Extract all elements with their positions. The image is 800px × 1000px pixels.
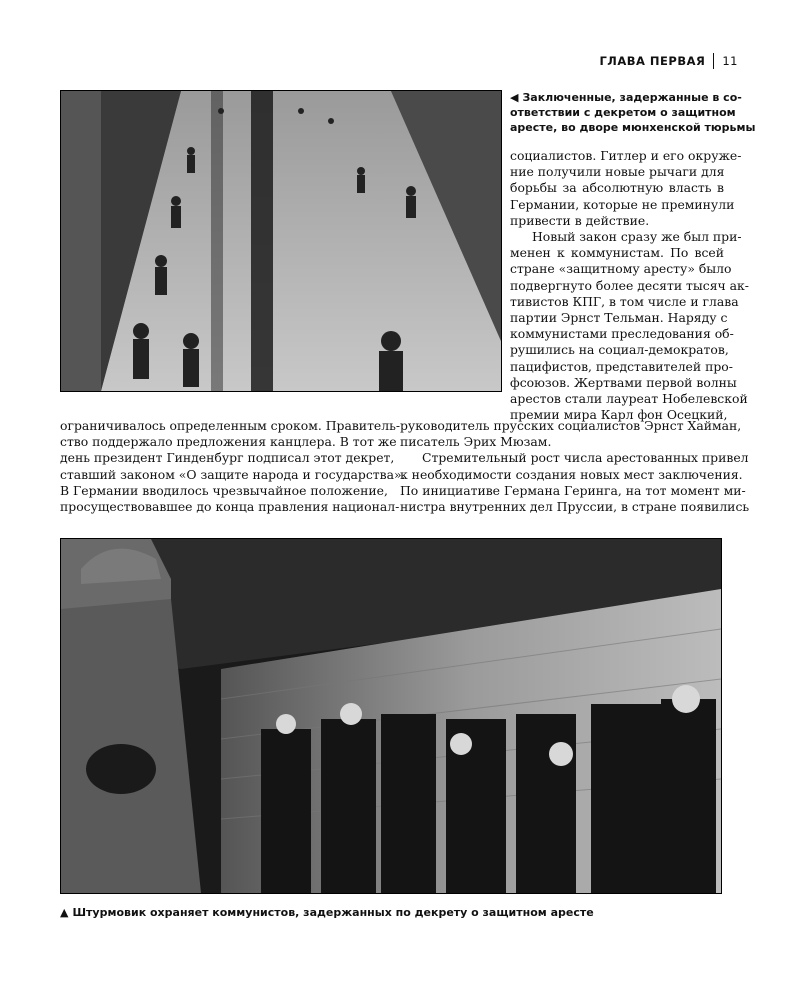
text-line: менен к коммунистам. По всей bbox=[510, 245, 724, 261]
text-line: привести в действие. bbox=[510, 212, 650, 228]
text-line: Стремительный рост числа арестованных привел bbox=[422, 450, 749, 466]
running-header bbox=[599, 53, 738, 69]
text-line: рушились на социал-демократов, bbox=[510, 342, 729, 358]
text-line: борьбы за абсолютную власть в bbox=[510, 180, 724, 196]
right-column-text bbox=[510, 148, 749, 423]
text-line: к необходимости создания новых мест заключения. bbox=[400, 466, 743, 482]
text-line: нистра внутренних дел Пруссии, в стране появились bbox=[400, 499, 750, 515]
text-line: писатель Эрих Мюзам. bbox=[400, 434, 552, 450]
text-line: ставший законом «О защите народа и государства». bbox=[60, 466, 406, 482]
text-line: коммунистами преследования об- bbox=[510, 326, 734, 342]
right-bottom-column-text bbox=[400, 418, 750, 515]
caption-arrow-left-icon: ◀ bbox=[510, 91, 519, 104]
text-line: тивистов КПГ, в том числе и глава bbox=[510, 293, 739, 309]
text-line: пацифистов, представителей про- bbox=[510, 358, 733, 374]
text-line: премии мира Карл фон Осецкий, bbox=[510, 407, 728, 423]
text-line: фсоюзов. Жертвами первой волны bbox=[510, 374, 737, 390]
text-line: По инициативе Германа Геринга, на тот момент ми- bbox=[400, 482, 746, 498]
text-line: ство поддержало предложения канцлера. В тот же bbox=[60, 434, 397, 450]
chapter-title: ГЛАВА ПЕРВАЯ bbox=[599, 54, 706, 68]
text-line: день президент Гинденбург подписал этот декрет, bbox=[60, 450, 395, 466]
page-number: 11 bbox=[722, 54, 738, 68]
text-line: Новый закон сразу же был при- bbox=[532, 229, 742, 245]
text-line: стране «защитному аресту» было bbox=[510, 261, 732, 277]
header-divider bbox=[713, 53, 714, 69]
text-line: ограничивалось определенным сроком. Правитель- bbox=[60, 418, 401, 433]
text-line: Германии, которые не преминули bbox=[510, 196, 735, 212]
text-line: В Германии вводилось чрезвычайное положение, bbox=[60, 482, 388, 498]
text-line: ние получили новые рычаги для bbox=[510, 164, 725, 180]
photo-prison-courtyard bbox=[60, 90, 502, 392]
text-line: подвергнуто более десяти тысяч ак- bbox=[510, 277, 749, 293]
text-line: социалистов. Гитлер и его окруже- bbox=[510, 148, 742, 163]
text-line: арестов стали лауреат Нобелевской bbox=[510, 391, 748, 407]
caption-arrow-up-icon: ▲ bbox=[60, 906, 69, 919]
text-line: партии Эрнст Тельман. Наряду с bbox=[510, 310, 728, 326]
photo-stormtrooper-guard bbox=[60, 538, 722, 894]
text-line: руководитель прусских социалистов Эрнст Хайман, bbox=[400, 418, 742, 433]
photo-bottom-caption: ▲ Штурмовик охраняет коммунистов, задержанных по декрету о защитном аресте bbox=[60, 906, 594, 919]
text-line: просуществовавшее до конца правления национал- bbox=[60, 499, 400, 515]
left-column-text bbox=[60, 418, 406, 515]
photo-top-caption: ◀ Заключенные, задержанные в со- ответствии с декретом о защитном аресте, во дворе мюнхенской тюрьмы bbox=[510, 91, 756, 134]
